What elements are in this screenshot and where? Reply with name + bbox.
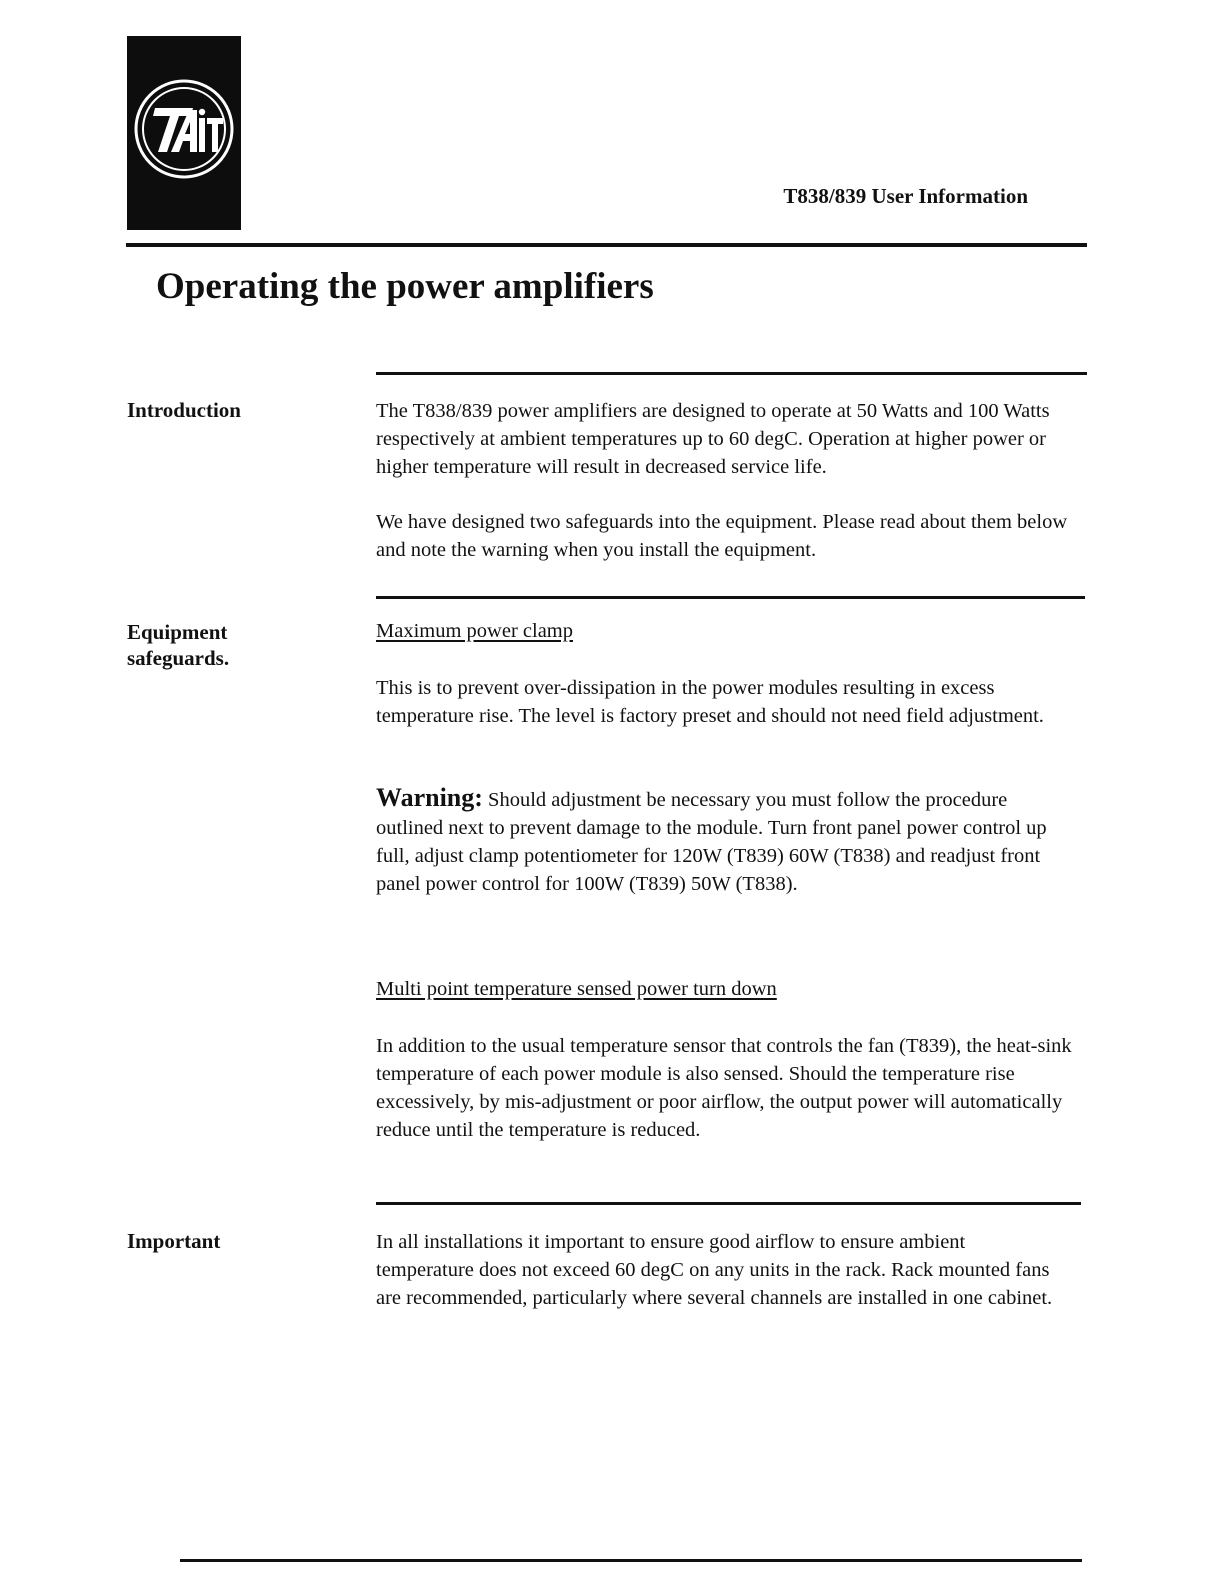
section-label-safeguards-line2: safeguards. [127,646,230,670]
introduction-text-2: We have designed two safeguards into the equipment. Please read about them below and note the warning when you install the equipment. [376,511,1068,561]
warning-text: Should adjustment be necessary you must follow the procedure outlined next to prevent damage to the module. Turn front panel power control up full, adjust clamp potentiometer for 120W (T839) 60W (T838) and readjust front panel power control for 100W (T839) 50W (T838). [376,789,1047,895]
introduction-text-1: The T838/839 power amplifiers are designed to operate at 50 Watts and 100 Watts respectively at ambient temperatures up to 60 degC. Operation at higher power or higher temperature will result in decreased service life. [376,400,1050,478]
company-logo-block [127,36,241,230]
section-divider-introduction [376,372,1087,375]
section-label-safeguards [127,619,229,671]
warning-label: Warning: [376,783,483,812]
clamp-text: This is to prevent over-dissipation in the power modules resulting in excess temperature rise. The level is factory preset and should not need field adjustment. [376,677,1044,727]
header-rule [126,243,1087,247]
logo-text: TAIT [184,176,187,177]
section-divider-safeguards [376,596,1085,599]
introduction-paragraph-2 [376,508,1088,564]
footer-rule [180,1559,1082,1562]
important-paragraph [376,1228,1066,1312]
turndown-paragraph [376,1032,1086,1144]
section-label-safeguards-line1: Equipment [127,620,228,644]
clamp-paragraph [376,674,1066,730]
tait-logo-icon [131,76,237,182]
clamp-heading: Maximum power clamp [376,620,573,642]
important-text: In all installations it important to ensure good airflow to ensure ambient temperature does not exceed 60 degC on any units in the rack. Rack mounted fans are recommended, particularly where several channels are installed in one cabinet. [376,1231,1053,1309]
warning-paragraph [376,784,1076,898]
warning-text-block [376,784,1076,898]
section-divider-important [376,1202,1081,1205]
section-label-important: Important [127,1229,221,1253]
introduction-paragraph-1 [376,397,1088,481]
document-title: T838/839 User Information [783,184,1028,208]
section-label-introduction: Introduction [127,398,241,422]
page-title: Operating the power amplifiers [156,266,654,307]
turndown-text: In addition to the usual temperature sensor that controls the fan (T839), the heat-sink temperature of each power module is also sensed. Should the temperature rise excessively, by mis-adjustment or poor airflow, the output power will automatically reduce until the temperature is reduced. [376,1035,1072,1141]
turndown-heading: Multi point temperature sensed power turn down [376,978,777,1000]
